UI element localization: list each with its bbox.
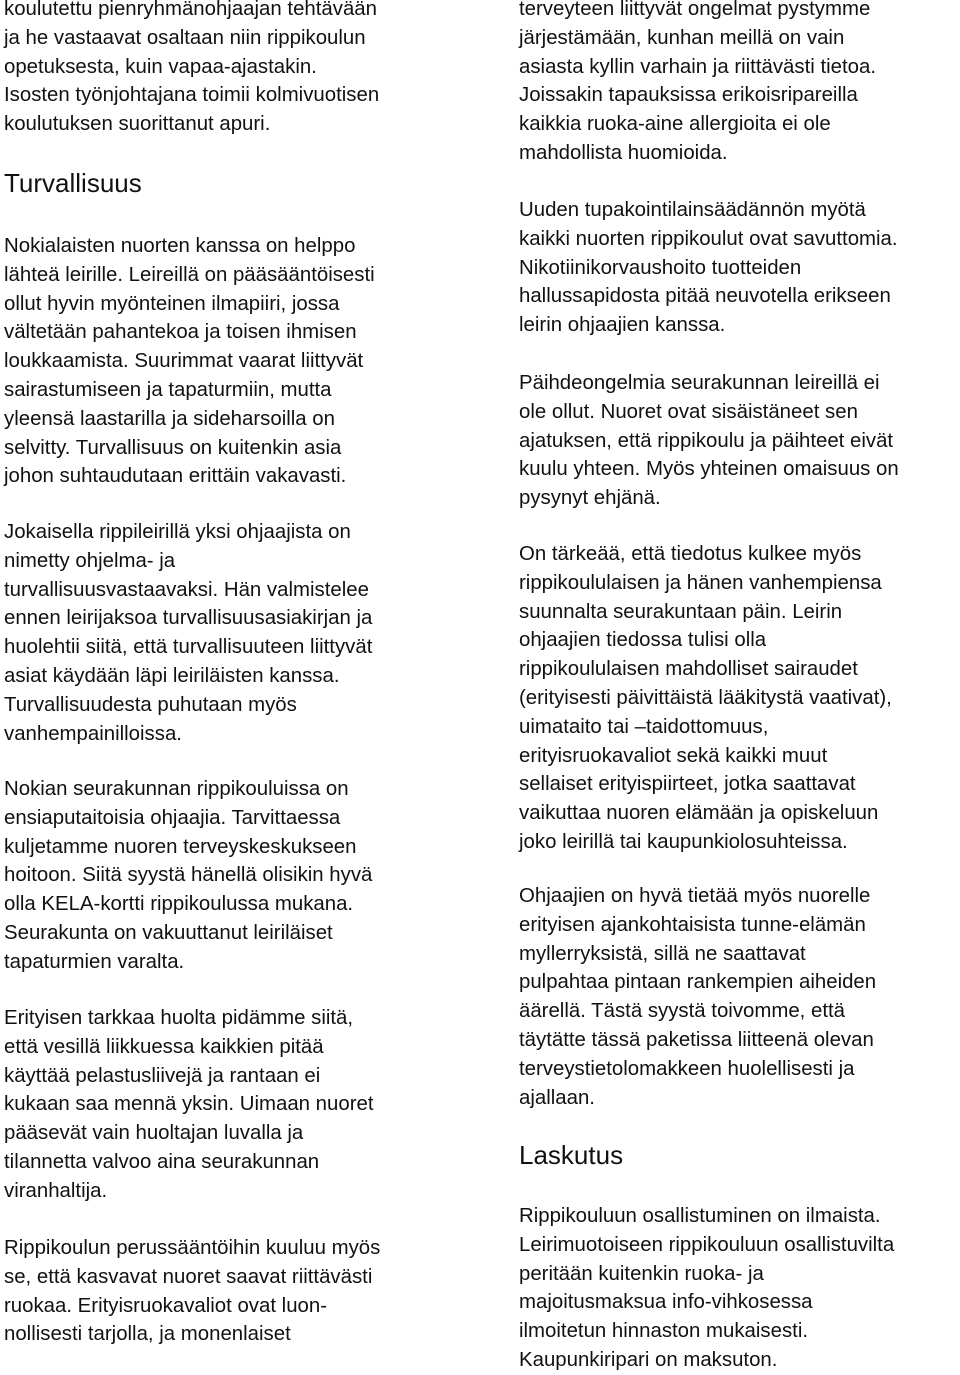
- paragraph-turvallisuus-intro: Nokialaisten nuorten kanssa on helppo lähteä leirille. Leireillä on pääsääntöisesti ollut hyvin myönteinen ilmapiiri, jossa vältetään pahantekoa ja toisen ihmisen loukkaamista. Suurimmat vaarat liittyvät sairastumiseen ja tapaturmiin, mutta yleensä laastarilla ja sideharsoilla on selvitty. Turvallisuus on kuitenkin asia johon suhtaudutaan erittäin vakavasti.: [4, 235, 375, 488]
- paragraph-paihteet: Päihdeongelmia seurakunnan leireillä ei ole ollut. Nuoret ovat sisäistäneet sen ajatuksen, että rippikoulu ja päihteet eivät kuulu yhteen. Myös yhteinen omaisuus on pysynyt ehjänä.: [519, 372, 899, 510]
- heading-turvallisuus: Turvallisuus: [4, 168, 142, 198]
- paragraph-laskutus: Rippikouluun osallistuminen on ilmaista. Leirimuotoiseen rippikouluun osallistuvilta peritään kuitenkin ruoka- ja majoitusmaksua info-vihkosessa ilmoitetun hinnaston mukaisesti. Kaupunkiripari on maksuton.: [519, 1205, 895, 1371]
- heading-laskutus: Laskutus: [519, 1140, 624, 1170]
- paragraph-tunne-elama: Ohjaajien on hyvä tietää myös nuorelle erityisen ajankohtaisista tunne-elämän myllerryksistä, sillä ne saattavat pulpahtaa pintaan rankempien aiheiden äärellä. Tästä syystä toivomme, että täytätte tässä paketissa liitteenä olevan terveystietolomakkeen huolellisesti ja ajallaan.: [519, 885, 877, 1109]
- paragraph-savuttomuus: Uuden tupakointilainsäädännön myötä kaikki nuorten rippikoulut ovat savuttomia. Nikotiinikorvaushoito tuotteiden hallussapidosta pitää neuvotella erikseen leirin ohjaajien kanssa.: [519, 199, 898, 337]
- paragraph-allergiat: terveyteen liittyvät ongelmat pystymme järjestämään, kunhan meillä on vain asiasta kyllin varhain ja riittävästi tietoa. Joissakin tapauksissa erikoisripareilla kaikkia ruoka-aine allergioita ei ole mahdollista huomioida.: [519, 0, 876, 164]
- paragraph-turvallisuusvastaava: Jokaisella rippileirillä yksi ohjaajista on nimetty ohjelma- ja turvallisuusvastaavaksi. Hän valmistelee ennen leirijaksoa turvallisuusasiakirjan ja huolehtii siitä, että turvallisuuteen liittyvät asiat käydään läpi leiriläisten kanssa. Turvallisuudesta puhutaan myös vanhempainilloissa.: [4, 521, 373, 745]
- paragraph-isoset: koulutettu pienryhmänohjaajan tehtävään ja he vastaavat osaltaan niin rippikoulun opetuksesta, kuin vapaa-ajastakin. Isosten työnjohtajana toimii kolmivuotisen koulutuksen suorittanut apuri.: [4, 0, 380, 136]
- paragraph-ruokailu: Rippikoulun perussääntöihin kuuluu myös se, että kasvavat nuoret saavat riittävästi ruokaa. Erityisruokavaliot ovat luon- nollisesti tarjolla, ja monenlaiset: [4, 1237, 381, 1346]
- paragraph-ensiapu: Nokian seurakunnan rippikouluissa on ensiaputaitoisia ohjaajia. Tarvittaessa kuljetamme nuoren terveyskeskukseen hoitoon. Siitä syystä hänellä olisikin hyvä olla KELA-kortti rippikoulussa mukana. Seurakunta on vakuuttanut leiriläiset tapaturmien varalta.: [4, 778, 373, 973]
- paragraph-tiedotus: On tärkeää, että tiedotus kulkee myös rippikoululaisen ja hänen vanhempiensa suunnalta seurakuntaan päin. Leirin ohjaajien tiedossa tulisi olla rippikoululaisen mahdolliset sairaudet (erityisesti päivittäistä lääkitystä vaativat), uimataito tai –taidottomuus, erityisruokavaliot sekä kaikki muut sellaiset erityispiirteet, jotka saattavat vaikuttaa nuoren elämään ja opiskeluun joko leirillä tai kaupunkiolosuhteissa.: [519, 543, 892, 853]
- paragraph-vesiturvallisuus: Erityisen tarkkaa huolta pidämme siitä, että vesillä liikkuessa kaikkien pitää käyttää pelastusliivejä ja rantaan ei kukaan saa mennä yksin. Uimaan nuoret pääsevät vain huoltajan luvalla ja tilannetta valvoo aina seurakunnan viranhaltija.: [4, 1007, 374, 1202]
